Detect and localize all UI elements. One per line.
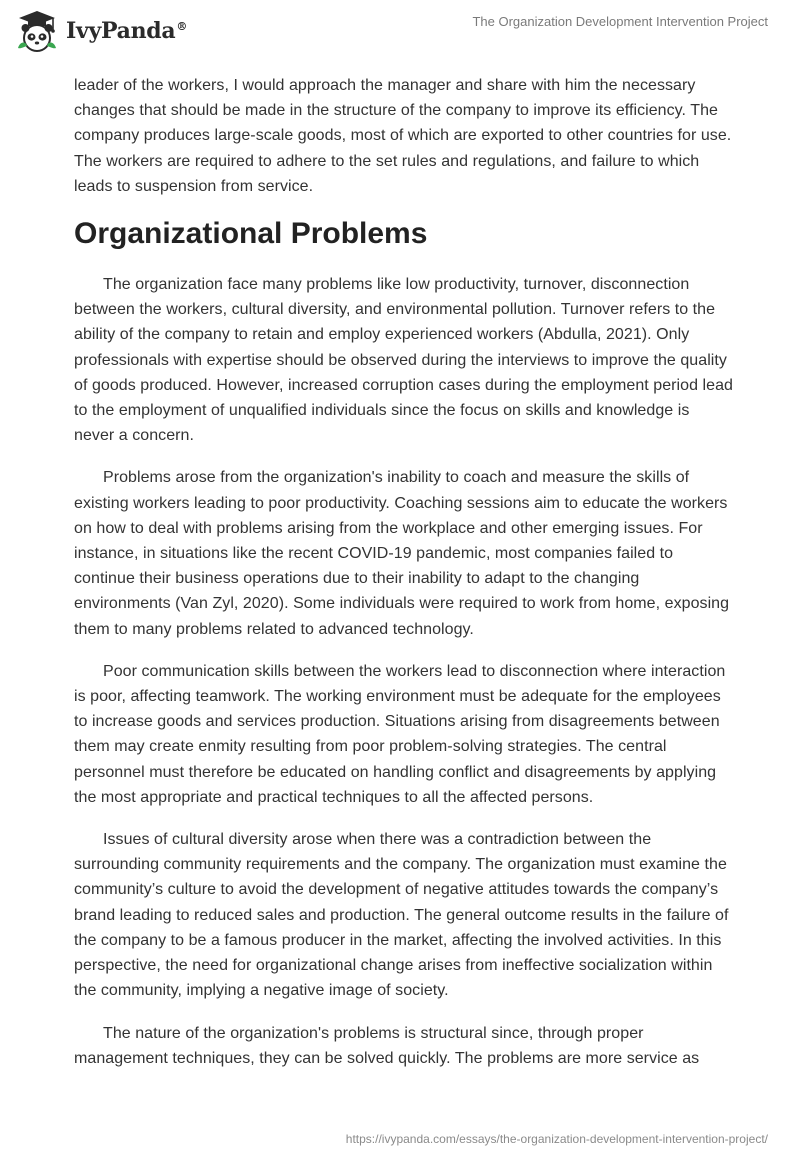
- intro-paragraph: leader of the workers, I would approach the manager and share with him the necessary changes that should be made in the structure of the company to improve its efficiency. The company produces large-scale goods, most of which are exported to other countries for use. The workers are required to adhere to the set rules and regulations, and failure to which leads to suspension from service.: [74, 77, 732, 195]
- source-url[interactable]: https://ivypanda.com/essays/the-organization-development-intervention-project/: [345, 1132, 768, 1146]
- body-paragraph: Issues of cultural diversity arose when there was a contradiction between the surrounding community requirements and the company. The organization must examine the community’s culture to avoid the development of negative attitudes towards the company’s brand leading to reduced sales and production. The general outcome results in the failure of the company to be a famous producer in the market, affecting the involved activities. In this perspective, the need for organizational change arises from ineffective socialization within the community, implying a negative image of society.: [74, 831, 729, 1000]
- section-heading: Organizational Problems: [74, 217, 428, 251]
- essay-content: [74, 73, 734, 1088]
- body-paragraph: The organization face many problems like low productivity, turnover, disconnection between the workers, cultural diversity, and environmental pollution. Turnover refers to the ability of the company to retain and employ experienced workers (Abdulla, 2021). Only professionals with expertise should be observed during the interviews to improve the quality of goods produced. However, increased corruption cases during the employment period lead to the employment of unqualified individuals since the focus on skills and knowledge is never a concern.: [74, 276, 734, 445]
- panda-graduate-icon: [14, 8, 60, 54]
- page-header: [0, 0, 800, 70]
- body-paragraph: The nature of the organization's problems is structural since, through proper management techniques, they can be solved quickly. The problems are more service as: [74, 1024, 700, 1067]
- registered-mark: ®: [176, 19, 188, 33]
- brand-name: IvyPanda®: [66, 18, 188, 44]
- ivypanda-logo[interactable]: [14, 8, 187, 54]
- body-paragraph: Poor communication skills between the workers lead to disconnection where interaction is poor, affecting teamwork. The working environment must be adequate for the employees to increase goods and services production. Situations arising from disagreements between them may create enmity resulting from poor problem-solving strategies. The central personnel must therefore be educated on handling conflict and disagreements by applying the most appropriate and practical techniques to all the affected persons.: [74, 662, 726, 806]
- document-title: The Organization Development Intervention Project: [472, 14, 768, 29]
- body-paragraph: Problems arose from the organization's inability to coach and measure the skills of existing workers leading to poor productivity. Coaching sessions aim to educate the workers on how to deal with problems arising from the workplace and other emerging issues. For instance, in situations like the recent COVID-19 pandemic, most companies failed to continue their business operations due to their inability to adapt to the changing environments (Van Zyl, 2020). Some individuals were required to work from home, exposing them to many problems related to advanced technology.: [74, 469, 730, 638]
